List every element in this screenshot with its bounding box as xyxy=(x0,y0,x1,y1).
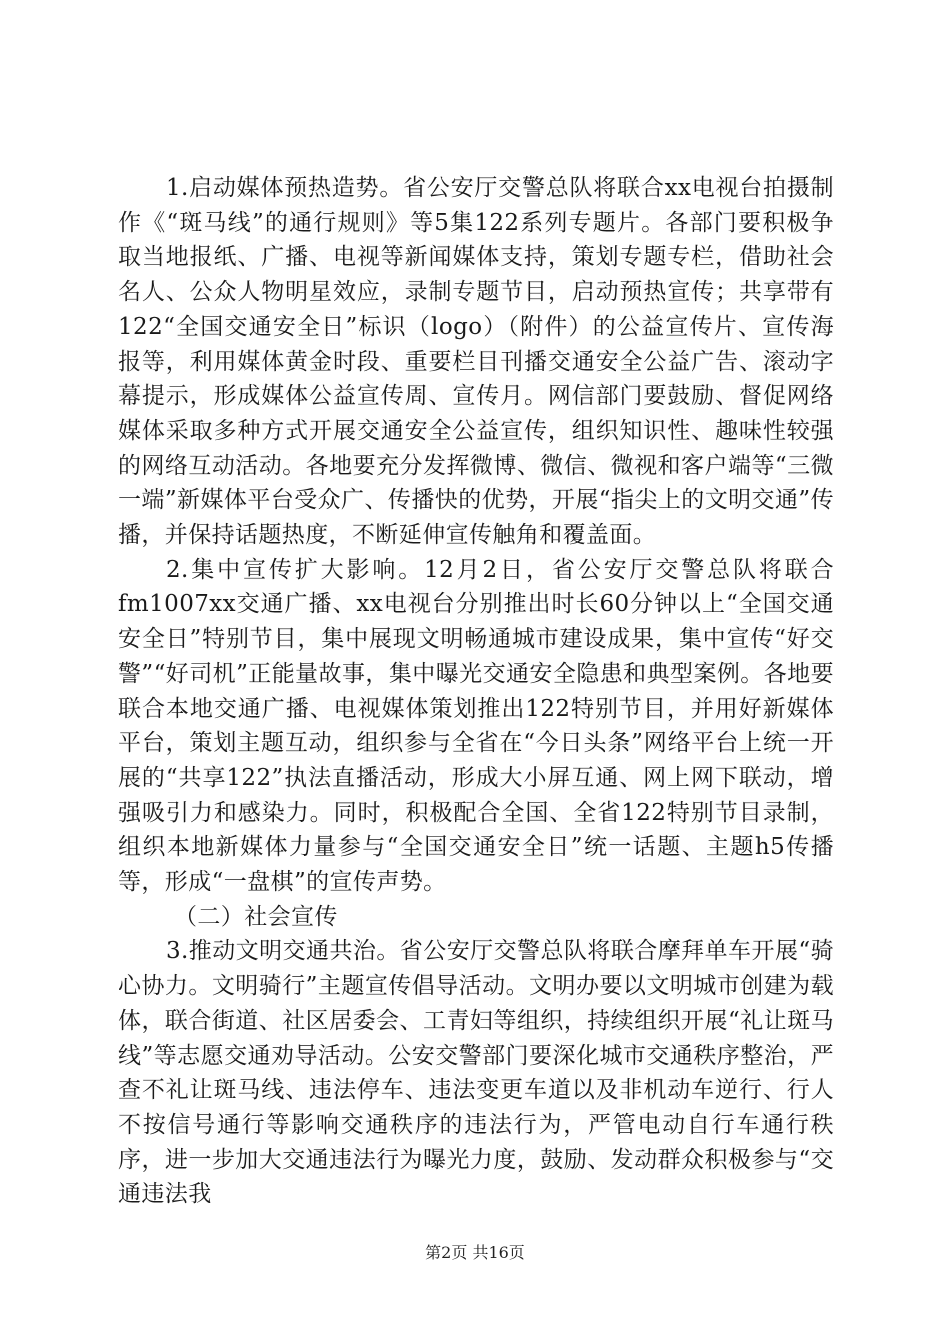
paragraph-media-warmup: 1.启动媒体预热造势。省公安厅交警总队将联合xx电视台拍摄制作《“斑马线”的通行规则》等5集122系列专题片。各部门要积极争取当地报纸、广播、电视等新闻媒体支持，策划专题专栏，借助社会名人、公众人物明星效应，录制专题节目，启动预热宣传；共享带有122“全国交通安全日”标识（logo）（附件）的公益宣传片、宣传海报等，利用媒体黄金时段、重要栏目刊播交通安全公益广告、滚动字幕提示，形成媒体公益宣传周、宣传月。网信部门要鼓励、督促网络媒体采取多种方式开展交通安全公益宣传，组织知识性、趣味性较强的网络互动活动。各地要充分发挥微博、微信、微视和客户端等“三微一端”新媒体平台受众广、传播快的优势，开展“指尖上的文明交通”传播，并保持话题热度，不断延伸宣传触角和覆盖面。 xyxy=(118,175,834,549)
paragraph-civilized-traffic: 3.推动文明交通共治。省公安厅交警总队将联合摩拜单车开展“骑心协力。文明骑行”主题宣传倡导活动。文明办要以文明城市创建为载体，联合街道、社区居委会、工青妇等组织，持续组织开展“礼让斑马线”等志愿交通劝导活动。公安交警部门要深化城市交通秩序整治，严查不礼让斑马线、违法停车、违法变更车道以及非机动车逆行、行人不按信号通行等影响交通秩序的违法行为，严管电动自行车通行秩序，进一步加大交通违法行为曝光力度，鼓励、发动群众积极参与“交通违法我 xyxy=(118,938,834,1208)
page-number-footer: 第2页 共16页 xyxy=(425,1243,525,1262)
document-body xyxy=(118,171,834,1212)
paragraph-concentrated-publicity: 2.集中宣传扩大影响。12月2日，省公安厅交警总队将联合fm1007xx交通广播、xx电视台分别推出时长60分钟以上“全国交通安全日”特别节目，集中展现文明畅通城市建设成果，集中宣传“好交警”“好司机”正能量故事，集中曝光交通安全隐患和典型案例。各地要联合本地交通广播、电视媒体策划推出122特别节目，并用好新媒体平台，策划主题互动，组织参与全省在“今日头条”网络平台上统一开展的“共享122”执法直播活动，形成大小屏互通、网上网下联动，增强吸引力和感染力。同时，积极配合全国、全省122特别节目录制，组织本地新媒体力量参与“全国交通安全日”统一话题、主题h5传播等，形成“一盘棋”的宣传声势。 xyxy=(118,556,834,896)
section-heading-social-publicity: （二）社会宣传 xyxy=(174,903,338,930)
